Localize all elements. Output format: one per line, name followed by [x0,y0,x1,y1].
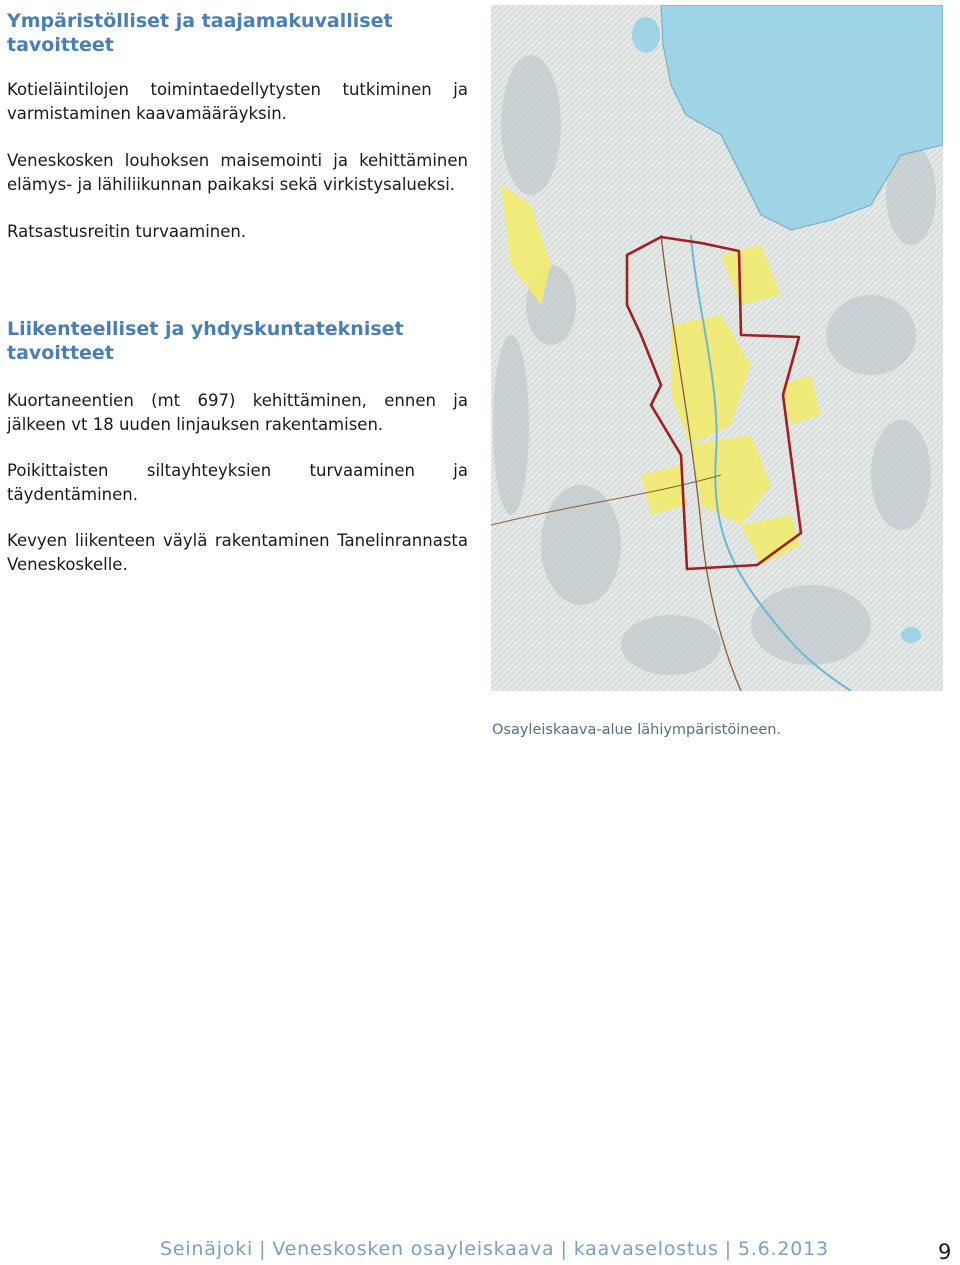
footer-city: Seinäjoki [160,1238,254,1260]
paragraph-quarry: Veneskosken louhoksen maisemointi ja kehittäminen elämys- ja lähiliikunnan paikaksi sekä virkistysalueksi. [7,151,468,194]
page-number: 9 [938,1240,952,1264]
plan-area-map [491,5,943,691]
footer-plan: Veneskosken osayleiskaava [272,1238,555,1260]
section-environment [7,9,468,244]
paragraph-riding-route: Ratsastusreitin turvaaminen. [7,222,247,241]
paragraph-pedestrian-route: Kevyen liikenteen väylä rakentaminen Tanelinrannasta Veneskoskelle. [7,531,468,574]
paragraph-bridges: Poikittaisten siltayhteyksien turvaaminen ja täydentäminen. [7,461,468,504]
page-footer [160,1238,829,1260]
footer-doc: kaavaselostus [573,1238,719,1260]
footer-separator: | [259,1238,267,1260]
footer-separator: | [560,1238,568,1260]
section-traffic [7,317,468,577]
section-heading-environment: Ympäristölliset ja taajamakuvalliset tavoitteet [7,10,393,56]
footer-separator: | [724,1238,732,1260]
map-pond-south [901,627,921,643]
footer-date: 5.6.2013 [737,1238,829,1260]
section-heading-traffic: Liikenteelliset ja yhdyskuntatekniset tavoitteet [7,318,404,364]
paragraph-livestock: Kotieläintilojen toimintaedellytysten tutkiminen ja varmistaminen kaavamääräyksin. [7,80,468,123]
map-caption: Osayleiskaava-alue lähiympäristöineen. [492,722,782,738]
map-pond [632,17,660,53]
paragraph-road-697: Kuortaneentien (mt 697) kehittäminen, ennen ja jälkeen vt 18 uuden linjauksen rakentamisen. [7,391,468,434]
